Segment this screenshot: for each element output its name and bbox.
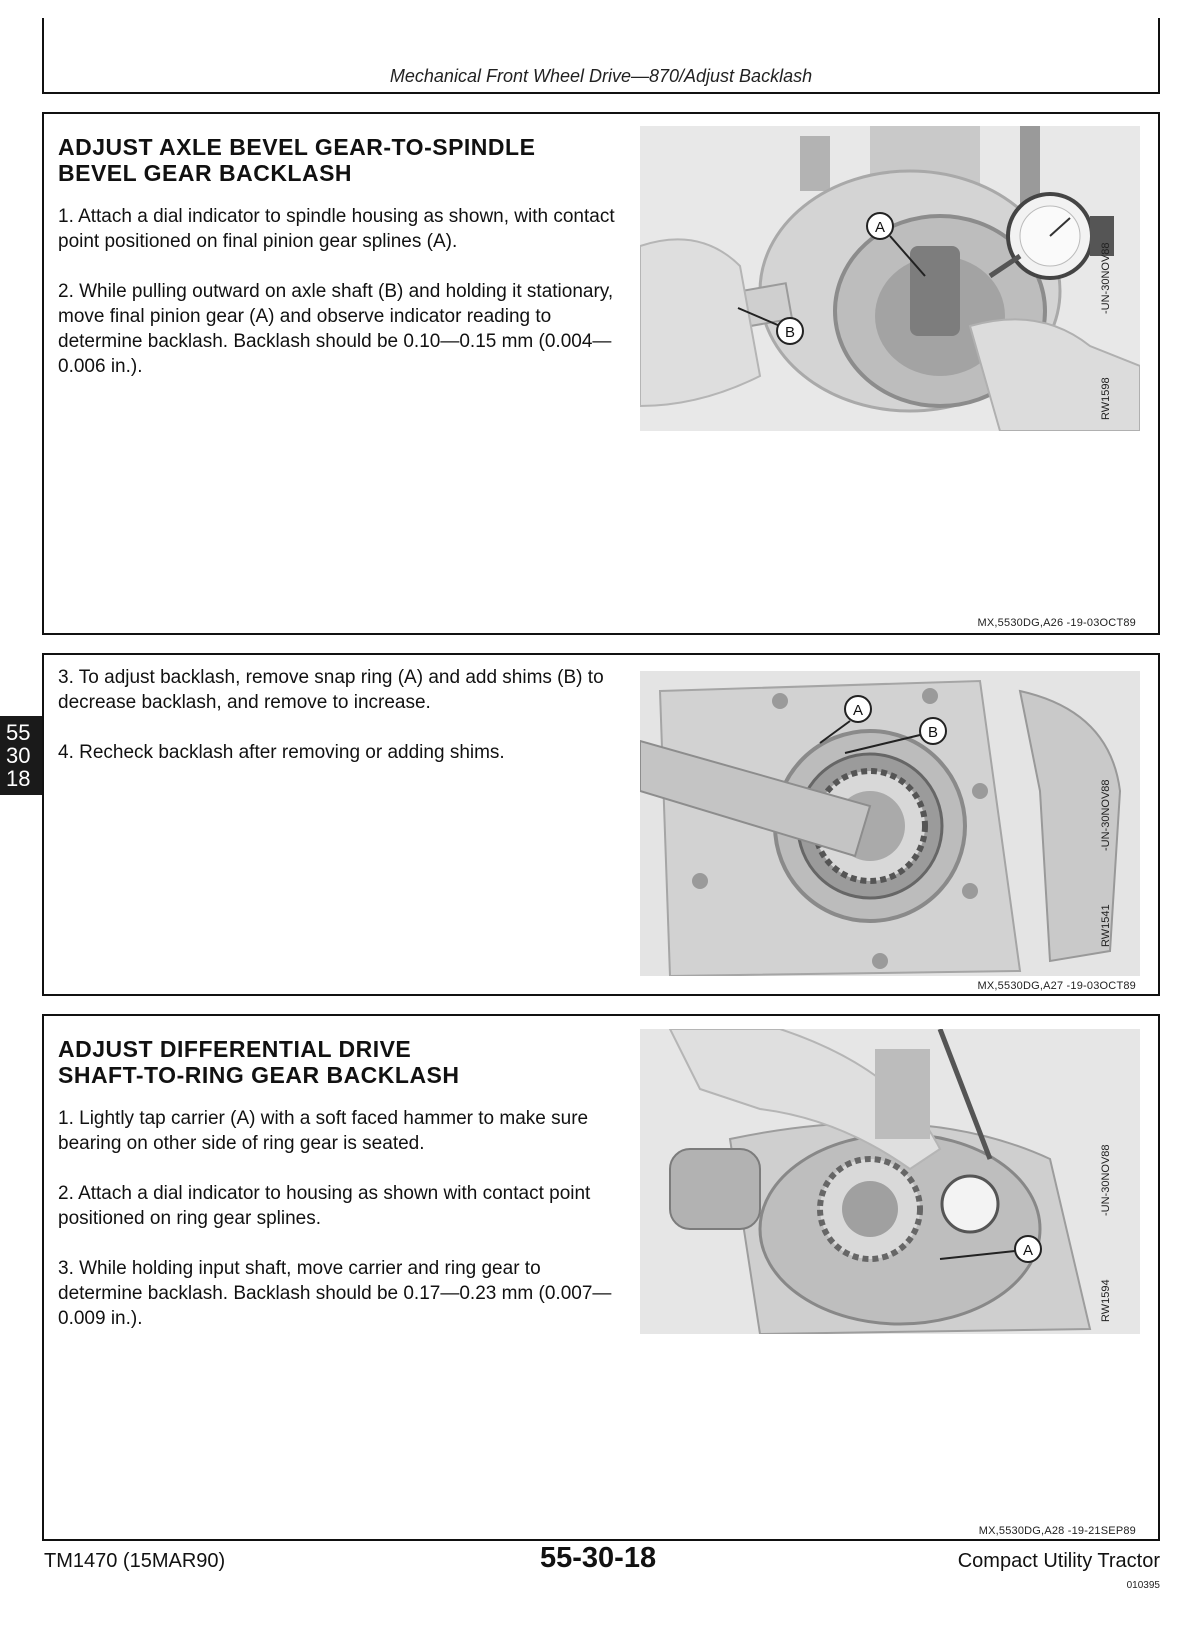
figure-code-bottom: RW1594 bbox=[1100, 1279, 1112, 1322]
step-text: 2. Attach a dial indicator to housing as shown with contact point positioned on ring gear splines. bbox=[58, 1183, 591, 1229]
instructions bbox=[58, 665, 618, 790]
footer-code: 010395 bbox=[1126, 1580, 1160, 1591]
step-text: 1. Lightly tap carrier (A) with a soft faced hammer to make sure bearing on other side of ring gear is seated. bbox=[58, 1108, 589, 1154]
section-title bbox=[58, 134, 618, 186]
reference-code: MX,5530DG,A27 -19-03OCT89 bbox=[977, 980, 1136, 992]
section-title-line: ADJUST DIFFERENTIAL DRIVE bbox=[58, 1036, 412, 1062]
instructions bbox=[58, 1106, 618, 1356]
section-title-line: BEVEL GEAR BACKLASH bbox=[58, 160, 353, 186]
section-differential-drive bbox=[42, 1014, 1160, 1541]
figure-illustration bbox=[640, 671, 1140, 976]
label-b: B bbox=[784, 324, 796, 341]
figure-photo bbox=[640, 671, 1140, 976]
figure-code-top: -UN-30NOV88 bbox=[1100, 242, 1112, 314]
section-tab bbox=[0, 716, 42, 795]
step-text: 4. Recheck backlash after removing or adding shims. bbox=[58, 742, 505, 763]
section-axle-bevel-gear bbox=[42, 112, 1160, 635]
page-header bbox=[42, 18, 1160, 94]
tab-number: 30 bbox=[6, 743, 31, 768]
manual-id: TM1470 (15MAR90) bbox=[44, 1550, 226, 1572]
section-title-line: ADJUST AXLE BEVEL GEAR-TO-SPINDLE bbox=[58, 134, 536, 160]
reference-code: MX,5530DG,A26 -19-03OCT89 bbox=[977, 617, 1136, 629]
tab-number: 18 bbox=[6, 766, 31, 791]
figure-code-bottom: RW1598 bbox=[1100, 377, 1112, 420]
figure-code-top: -UN-30NOV88 bbox=[1100, 1144, 1112, 1216]
label-a: A bbox=[852, 702, 864, 719]
manual-product: Compact Utility Tractor bbox=[957, 1550, 1160, 1572]
figure-photo bbox=[640, 126, 1140, 431]
figure-photo bbox=[640, 1029, 1140, 1334]
section-title bbox=[58, 1036, 618, 1088]
step-text: 1. Attach a dial indicator to spindle housing as shown, with contact point positioned on final pinion gear splines (A). bbox=[58, 206, 615, 252]
reference-code: MX,5530DG,A28 -19-21SEP89 bbox=[978, 1525, 1136, 1537]
section-title-line: SHAFT-TO-RING GEAR BACKLASH bbox=[58, 1062, 460, 1088]
figure-code-top: -UN-30NOV88 bbox=[1100, 779, 1112, 851]
tab-number: 55 bbox=[6, 720, 31, 745]
label-a: A bbox=[1022, 1242, 1034, 1259]
label-b: B bbox=[927, 724, 939, 741]
figure-illustration bbox=[640, 126, 1140, 431]
step-text: 2. While pulling outward on axle shaft (B) and holding it stationary, move final pinion gear (A) and observe indicator reading to determine backlash. Backlash should be 0.10—0.15 mm (0.004—0.006 in.). bbox=[58, 281, 614, 377]
figure-illustration bbox=[640, 1029, 1140, 1334]
step-text: 3. While holding input shaft, move carrier and ring gear to determine backlash. Backlash should be 0.17—0.23 mm (0.007—0.009 in.). bbox=[58, 1258, 612, 1329]
figure-code-bottom: RW1541 bbox=[1100, 904, 1112, 947]
instructions bbox=[58, 204, 618, 404]
label-a: A bbox=[874, 219, 886, 236]
header-title: Mechanical Front Wheel Drive—870/Adjust Backlash bbox=[389, 66, 813, 86]
page-number: 55-30-18 bbox=[540, 1542, 657, 1574]
step-text: 3. To adjust backlash, remove snap ring (A) and add shims (B) to decrease backlash, and remove to increase. bbox=[58, 667, 604, 713]
section-shims bbox=[42, 653, 1160, 996]
